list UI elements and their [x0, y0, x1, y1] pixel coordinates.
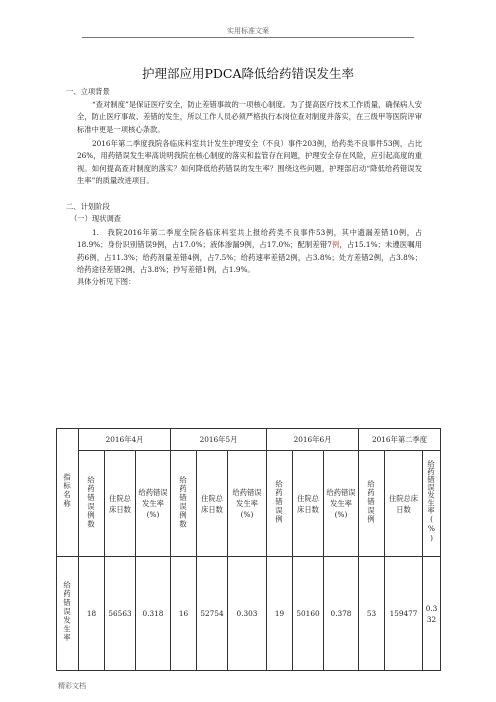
corner-header: 指标名称 [57, 429, 79, 557]
medication-error-table [56, 428, 441, 671]
column-header: 给药错误发生率(%) [324, 451, 359, 557]
analysis-note: 具体分析见下图： [77, 277, 136, 286]
column-header: 给药错误例 [359, 451, 385, 557]
table-cell: 56563 [105, 557, 136, 671]
period-header: 2016年5月 [171, 429, 267, 451]
subsection-heading: （一）现状调查 [70, 214, 122, 223]
column-header: 给药错误发生率(%) [228, 451, 267, 557]
table-cell: 0.332 [423, 557, 441, 671]
survey-highlight: 例 [331, 240, 340, 250]
column-header: 住院总床日数 [385, 451, 423, 557]
column-header: 住院总床日数 [105, 451, 136, 557]
table-cell: 50160 [293, 557, 324, 671]
paragraph-survey [77, 227, 422, 276]
document-title: 护理部应用PDCA降低给药错误发生率 [141, 66, 355, 81]
table-cell: 53 [359, 557, 385, 671]
table-cell: 159477 [385, 557, 423, 671]
section-1-heading: 一、立项背景 [66, 87, 110, 96]
table-cell: 0.303 [228, 557, 267, 671]
page-header: 实用标准文案 [227, 27, 269, 35]
column-header: 给药错误发生率(%) [136, 451, 171, 557]
paragraph-background-2: 2016年第二季度我院各临床科室共计发生护理安全（不良）事件203例，给药类不良事件53例，占比26%，用药错误发生率高说明我院在核心制度的落实和监管存在问题，护理安全存在风险，应引起高度的重视。如何提高查对制度的落实？如何降低给药错误的发生率？围绕这些问题，护理部启动“降低给药错误发生率”的质量改进项目。 [77, 139, 422, 185]
table-cell: 0.378 [324, 557, 359, 671]
column-header: 住院总床日数 [293, 451, 324, 557]
page-footer: 精彩文档 [58, 682, 86, 690]
column-header: 住院总床日数 [197, 451, 228, 557]
column-header: 给药错误例数 [79, 451, 105, 557]
table-cell: 18 [79, 557, 105, 671]
period-header: 2016年4月 [79, 429, 171, 451]
section-2-heading: 二、计划阶段 [66, 202, 110, 211]
column-header: 给药错误例数 [171, 451, 197, 557]
row-label: 给药错误发生率 [57, 557, 79, 671]
survey-text-part-1: 1. 我院2016年第二季度全院各临床科室共上报给药类不良事件53例，其中遗漏差错10例，占18.9%；身份识别错误9例，占17.0%；液体渗漏9例，占17.0%；配制差错7 [77, 228, 422, 250]
period-header: 2016年6月 [267, 429, 359, 451]
table-cell: 16 [171, 557, 197, 671]
table-cell: 52754 [197, 557, 228, 671]
table-cell: 0.318 [136, 557, 171, 671]
table-cell: 19 [267, 557, 293, 671]
period-header: 2016年第二季度 [359, 429, 441, 451]
survey-text-part-2: ，占15.1%；未遵医嘱用药6例，占11.3%；给药剂量差错4例，占7.5%；给药速率差错2例，占3.8%；处方差错2例，占3.8%；给药途径差错2例，占3.8%；抄写差错1例，占1.9%。 [77, 240, 423, 274]
column-header: 给药错误例 [267, 451, 293, 557]
header-divider [82, 37, 414, 38]
column-header: 给药错误发生率(%) [423, 451, 441, 557]
paragraph-background-1: “查对制度”是保证医疗安全，防止差错事故的一项核心制度。为了提高医疗技术工作质量，确保病人安全，防止医疗事故、差错的发生，所以工作人员必须严格执行本岗位查对制度并落实，在三级甲等医院评审标准中更是一项核心条款。 [77, 100, 422, 134]
